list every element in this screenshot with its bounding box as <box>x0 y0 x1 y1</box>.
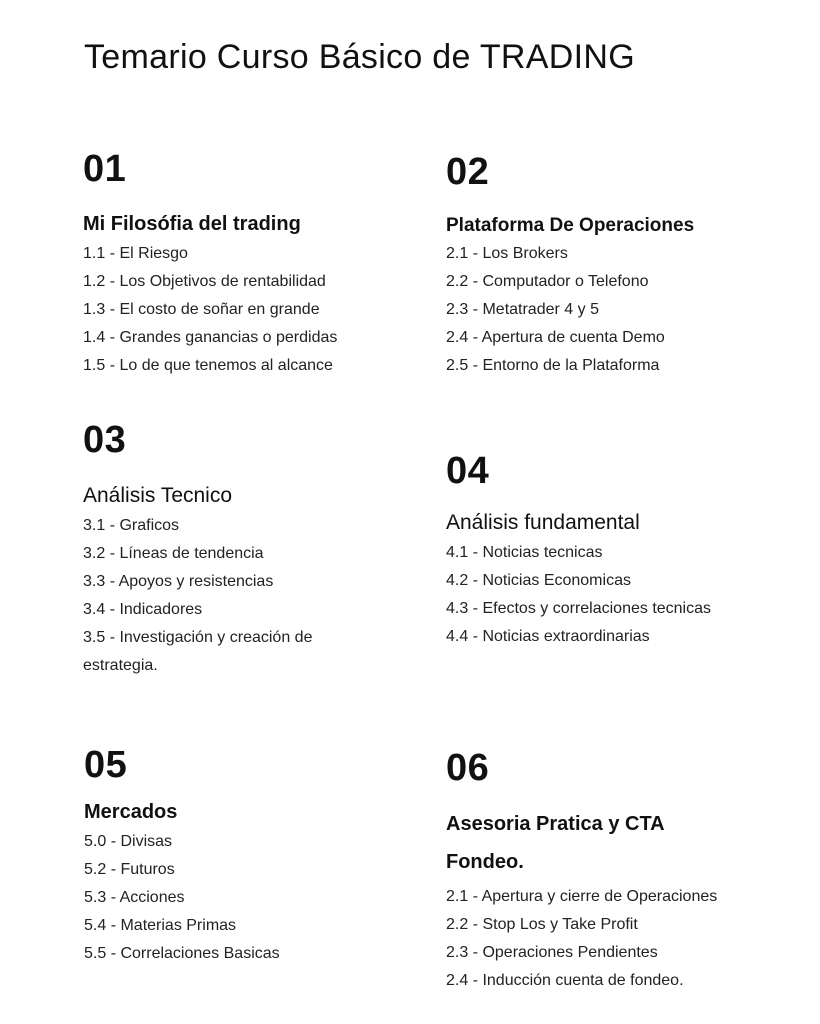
list-item: 1.3 - El costo de soñar en grande <box>83 301 320 318</box>
section-heading: Asesoria Pratica y CTA Fondeo. <box>446 813 664 873</box>
section-number: 02 <box>446 151 490 193</box>
list-item: 4.1 - Noticias tecnicas <box>446 544 603 562</box>
list-item: 2.3 - Operaciones Pendientes <box>446 944 658 961</box>
section-01 <box>83 150 413 380</box>
section-heading: Mi Filosófia del trading <box>83 213 301 235</box>
list-item: 3.4 - Indicadores <box>83 601 203 619</box>
list-item: 1.1 - El Riesgo <box>83 245 188 262</box>
list-item: 5.0 - Divisas <box>84 833 173 850</box>
topic-list <box>84 828 414 968</box>
list-item: 5.4 - Materias Primas <box>84 917 237 934</box>
section-number: 04 <box>446 450 490 492</box>
section-04 <box>446 452 776 651</box>
list-item: 5.5 - Correlaciones Basicas <box>84 945 280 962</box>
topic-list <box>83 240 413 380</box>
topic-list <box>83 512 413 680</box>
list-item: 2.1 - Apertura y cierre de Operaciones <box>446 888 718 905</box>
section-number: 03 <box>83 419 127 461</box>
section-number: 01 <box>83 148 127 190</box>
list-item: 2.1 - Los Brokers <box>446 244 568 262</box>
section-number: 06 <box>446 747 490 789</box>
section-05 <box>84 746 414 968</box>
section-number: 05 <box>84 744 128 786</box>
list-item: 3.3 - Apoyos y resistencias <box>83 573 274 591</box>
page-title: Temario Curso Básico de TRADING <box>84 38 635 76</box>
section-06 <box>446 749 776 995</box>
section-heading: Mercados <box>84 801 178 823</box>
list-item: 4.3 - Efectos y correlaciones tecnicas <box>446 600 712 618</box>
list-item: 4.4 - Noticias extraordinarias <box>446 628 650 646</box>
list-item: 2.3 - Metatrader 4 y 5 <box>446 300 599 318</box>
list-item: 2.2 - Computador o Telefono <box>446 272 649 290</box>
list-item: 5.3 - Acciones <box>84 889 185 906</box>
section-02 <box>446 153 776 380</box>
list-item: 2.4 - Apertura de cuenta Demo <box>446 328 665 346</box>
section-heading: Plataforma De Operaciones <box>446 215 695 236</box>
list-item: 1.5 - Lo de que tenemos al alcance <box>83 357 333 374</box>
section-03 <box>83 421 413 680</box>
list-item: 2.2 - Stop Los y Take Profit <box>446 916 638 933</box>
section-heading: Análisis fundamental <box>446 511 640 534</box>
topic-list <box>446 539 776 651</box>
topic-list <box>446 240 776 380</box>
list-item: 5.2 - Futuros <box>84 861 175 878</box>
list-item: 2.5 - Entorno de la Plataforma <box>446 356 660 374</box>
list-item: 1.4 - Grandes ganancias o perdidas <box>83 329 338 346</box>
list-item: 3.1 - Graficos <box>83 517 180 535</box>
list-item: 1.2 - Los Objetivos de rentabilidad <box>83 273 326 290</box>
list-item: 2.4 - Inducción cuenta de fondeo. <box>446 972 684 989</box>
list-item: 4.2 - Noticias Economicas <box>446 572 631 590</box>
topic-list <box>446 883 776 995</box>
section-heading: Análisis Tecnico <box>83 484 233 507</box>
list-item: 3.2 - Líneas de tendencia <box>83 545 264 563</box>
list-item: 3.5 - Investigación y creación de estrategia. <box>83 629 313 675</box>
